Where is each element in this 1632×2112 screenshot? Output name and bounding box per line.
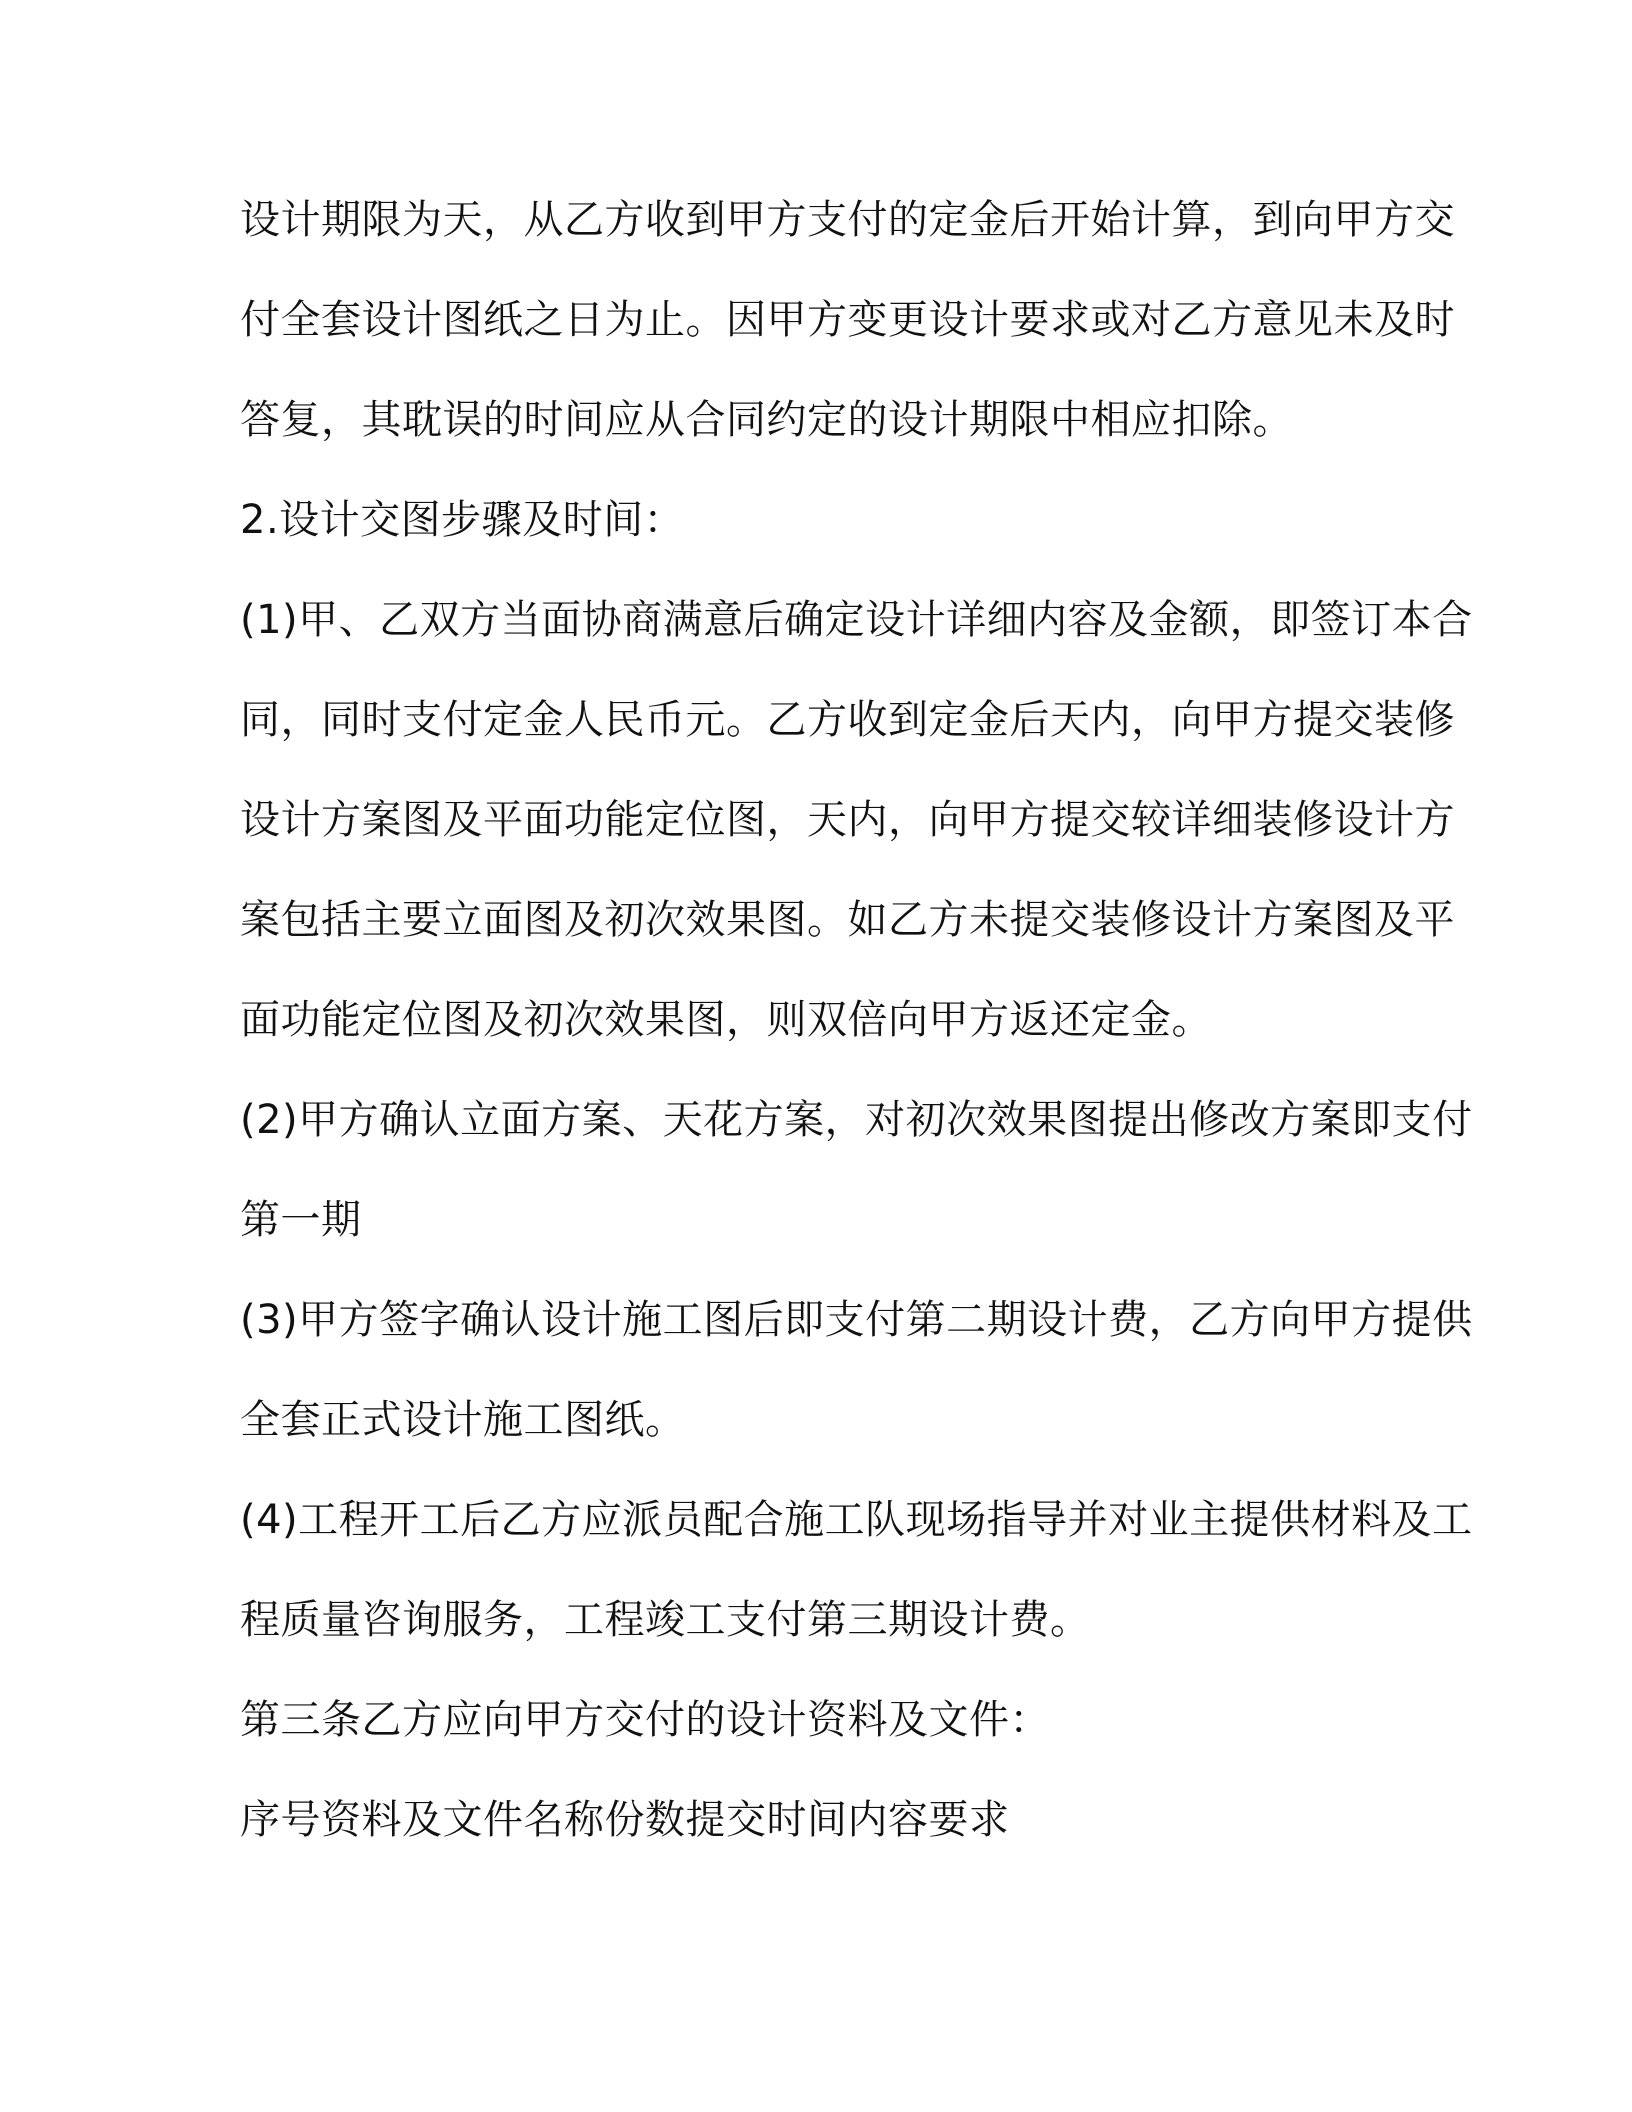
section-heading: 2.设计交图步骤及时间：: [240, 497, 685, 543]
paragraph-line: (3)甲方签字确认设计施工图后即支付第二期设计费，乙方向甲方提供: [240, 1297, 1473, 1343]
paragraph-line: (1)甲、乙双方当面协商满意后确定设计详细内容及金额，即签订本合: [240, 597, 1473, 643]
paragraph-line: 设计方案图及平面功能定位图，天内，向甲方提交较详细装修设计方: [240, 797, 1455, 843]
paragraph-line: 付全套设计图纸之日为止。因甲方变更设计要求或对乙方意见未及时: [240, 297, 1455, 343]
paragraph-line: 面功能定位图及初次效果图，则双倍向甲方返还定金。: [240, 997, 1212, 1043]
paragraph-line: 答复，其耽误的时间应从合同约定的设计期限中相应扣除。: [240, 397, 1293, 443]
paragraph-line: 设计期限为天，从乙方收到甲方支付的定金后开始计算，到向甲方交: [240, 197, 1455, 243]
table-header-line: 序号资料及文件名称份数提交时间内容要求: [240, 1797, 1010, 1843]
paragraph-line: 同，同时支付定金人民币元。乙方收到定金后天内，向甲方提交装修: [240, 697, 1455, 743]
paragraph-line: 程质量咨询服务，工程竣工支付第三期设计费。: [240, 1597, 1091, 1643]
paragraph-line: (4)工程开工后乙方应派员配合施工队现场指导并对业主提供材料及工: [240, 1497, 1473, 1543]
paragraph-line: 全套正式设计施工图纸。: [240, 1397, 686, 1443]
paragraph-line: 第一期: [240, 1197, 362, 1243]
section-heading: 第三条乙方应向甲方交付的设计资料及文件：: [240, 1697, 1050, 1743]
paragraph-line: (2)甲方确认立面方案、天花方案，对初次效果图提出修改方案即支付: [240, 1097, 1473, 1143]
paragraph-line: 案包括主要立面图及初次效果图。如乙方未提交装修设计方案图及平: [240, 897, 1455, 943]
